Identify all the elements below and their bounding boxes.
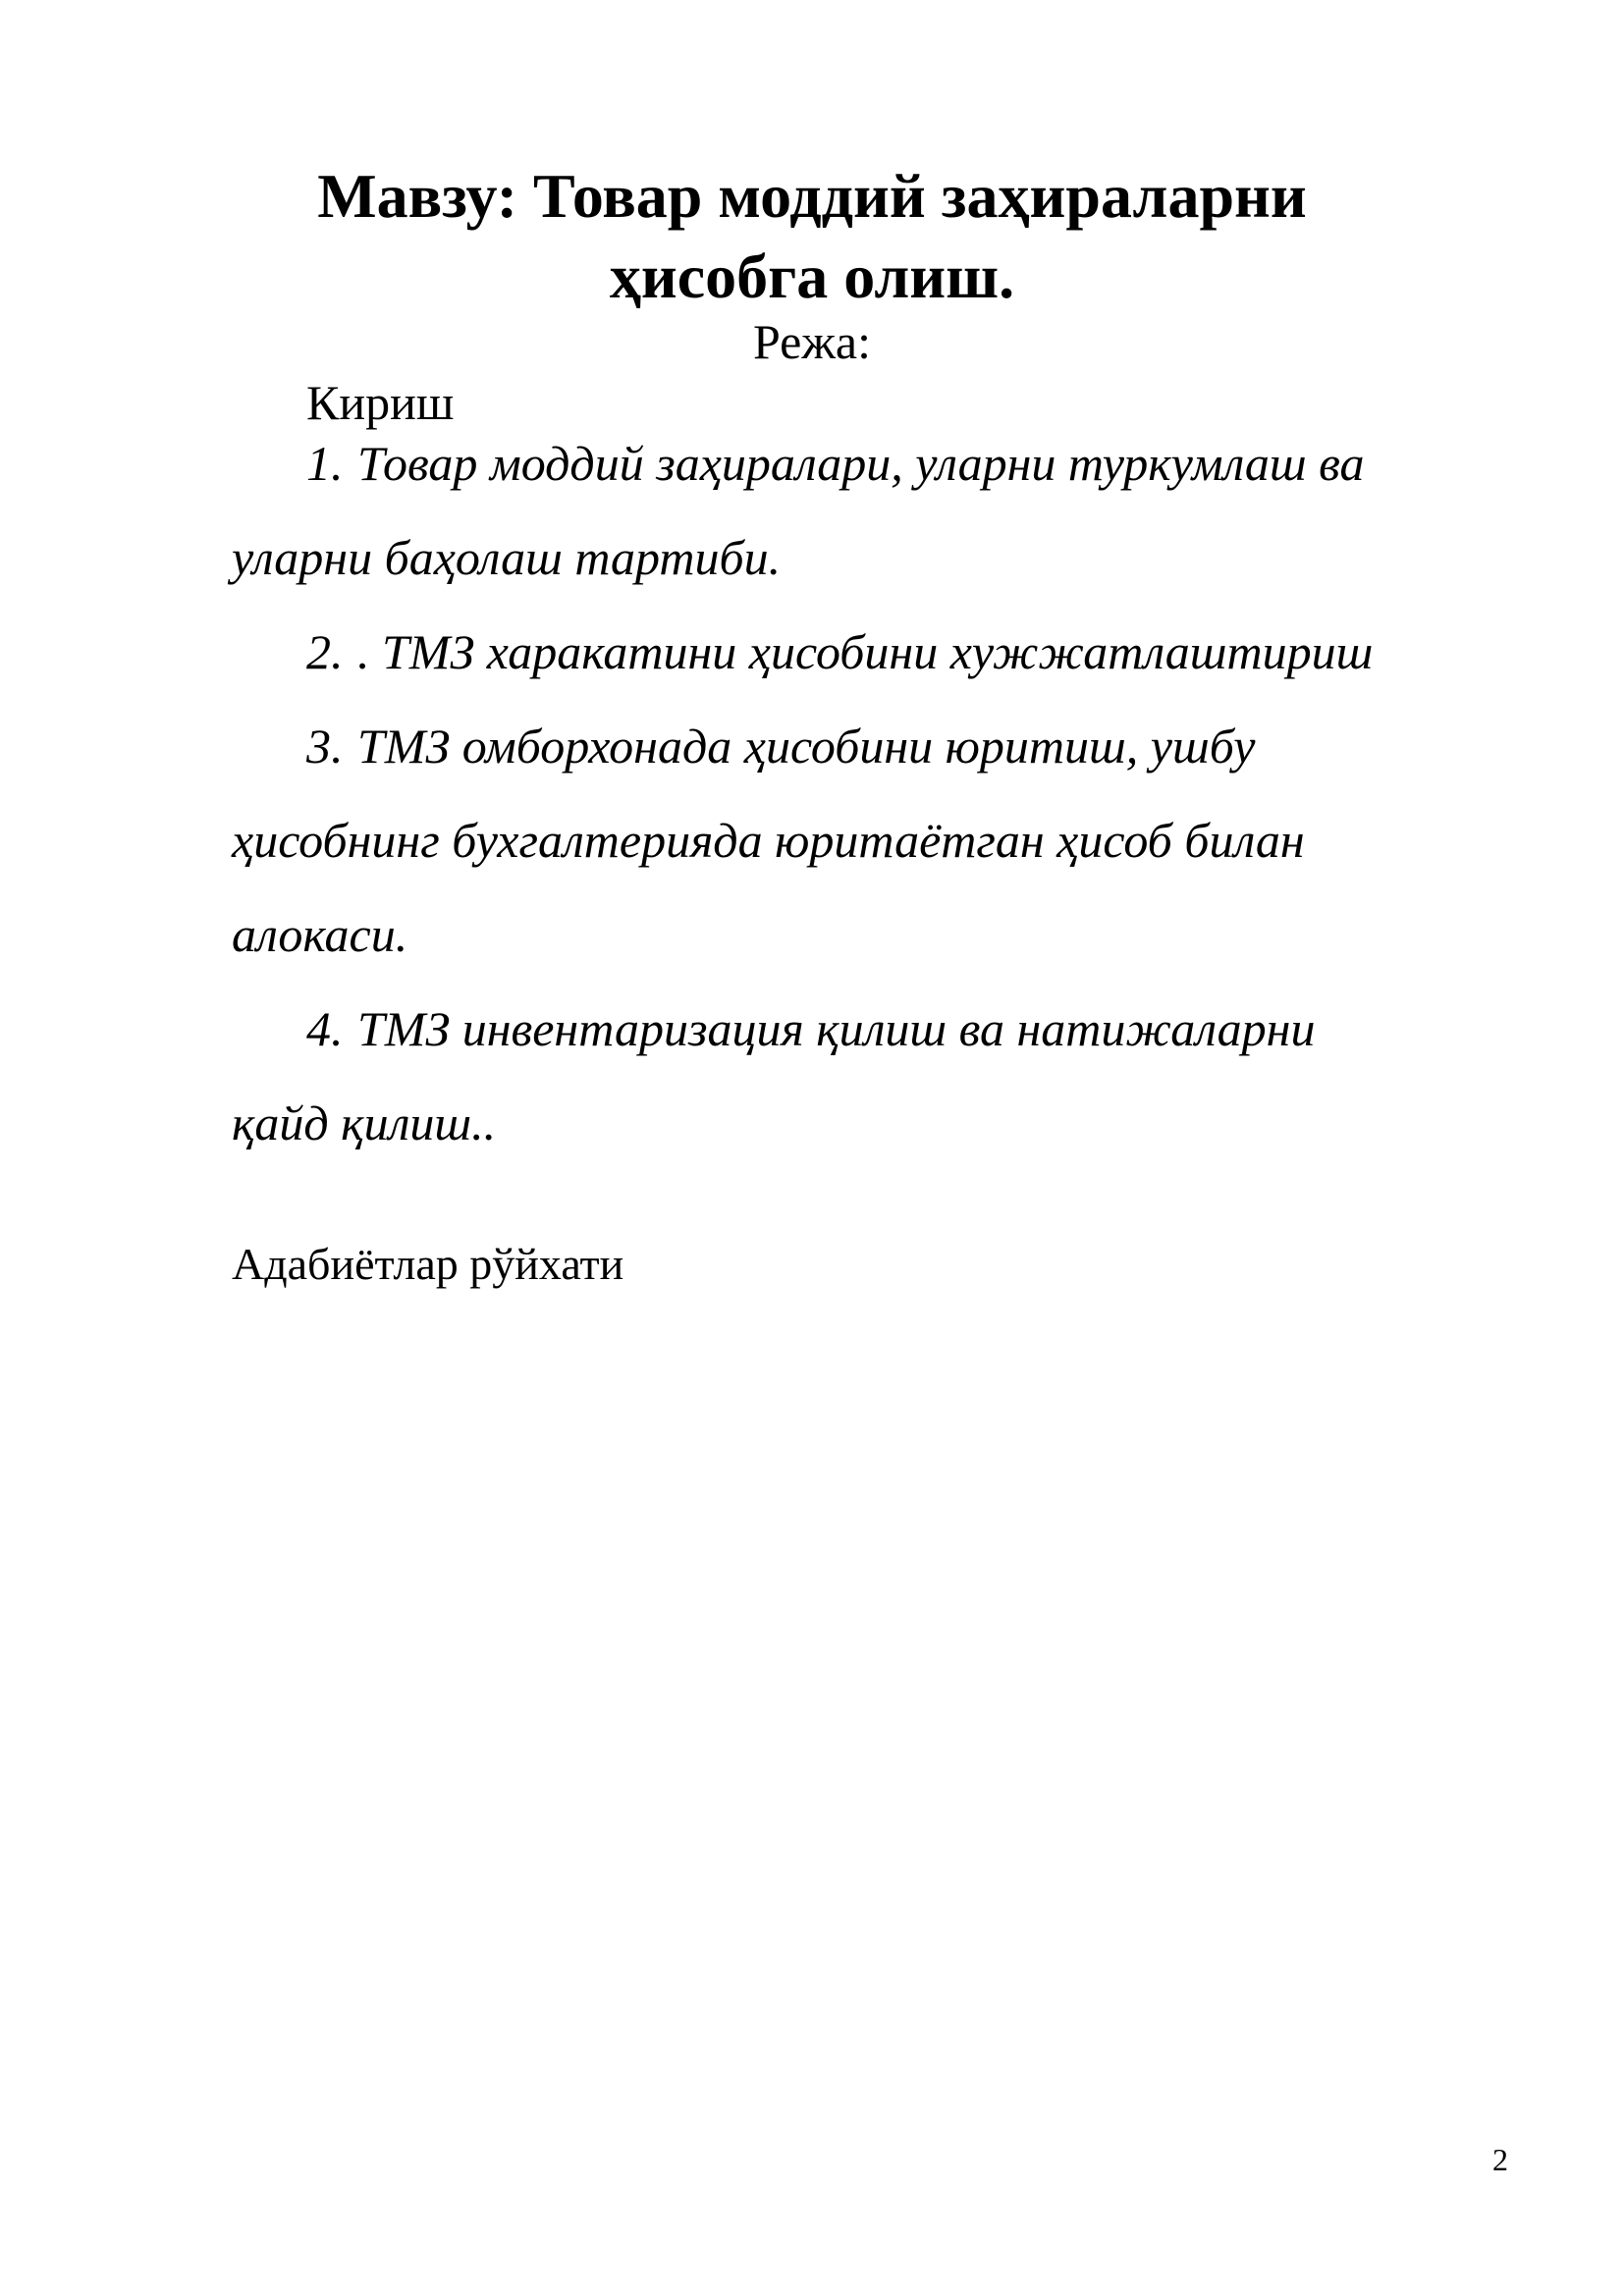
plan-item-4 — [306, 997, 1315, 1060]
page-title-line-2: ҳисобга олиш. — [609, 241, 1015, 311]
page-title-line-1: Мавзу: Товар моддий заҳираларни — [317, 161, 1307, 231]
plan-item-1-number: 1. — [306, 436, 344, 491]
plan-item-1-text-line-1: Товар моддий заҳиралари, уларни туркумлаш ва — [357, 436, 1365, 491]
plan-item-4-text-line-1: ТМЗ инвентаризация қилиш ва натижаларни — [357, 1001, 1316, 1056]
intro-item: Кириш — [306, 375, 455, 430]
plan-item-1 — [306, 432, 1365, 495]
plan-item-3-text-line-1: ТМЗ омборхонада ҳисобини юритиш, ушбу — [357, 719, 1256, 774]
plan-item-3-text-line-3: алокаси. — [232, 907, 408, 962]
plan-item-3 — [306, 715, 1255, 777]
references-heading: Адабиётлар рўйхати — [232, 1239, 624, 1289]
plan-item-3-number: 3. — [306, 719, 344, 774]
plan-item-2-number: 2. — [306, 624, 344, 679]
plan-item-4-number: 4. — [306, 1001, 344, 1056]
plan-item-2 — [306, 620, 1373, 683]
plan-item-4-text-line-2: қайд қилиш.. — [232, 1095, 497, 1150]
page-number: 2 — [1492, 2142, 1508, 2177]
plan-item-2-text-line-1: . ТМЗ харакатини ҳисобини хужжатлаштириш — [357, 624, 1374, 679]
plan-heading: Режа: — [753, 314, 871, 369]
plan-item-3-text-line-2: ҳисобнинг бухгалтерияда юритаётган ҳисоб билан — [232, 813, 1305, 868]
plan-item-1-text-line-2: уларни баҳолаш тартиби. — [232, 530, 782, 585]
